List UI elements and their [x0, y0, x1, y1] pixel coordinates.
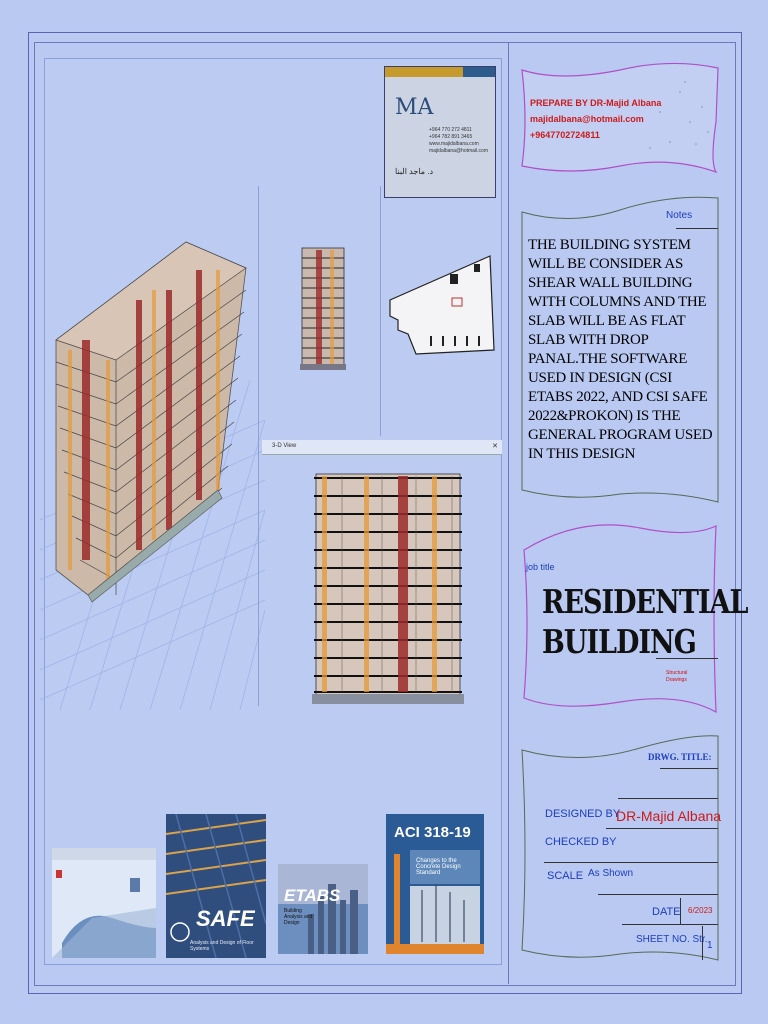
safe-book-thumbnail	[166, 814, 266, 958]
side-elevation-view	[300, 246, 346, 370]
notes-underline	[676, 228, 718, 229]
card-arabic-name: د. ماجد البنا	[395, 167, 434, 176]
checked-by-label: CHECKED BY	[545, 836, 617, 848]
job-subtitle-line1: Structural	[666, 670, 688, 676]
software-screenshot-image	[52, 848, 156, 958]
date-value: 6/2023	[688, 906, 713, 915]
card-contact-lines	[429, 127, 488, 155]
safe-cover-image	[166, 814, 266, 958]
prepared-by-text: PREPARE BY DR-Majid Albana	[530, 98, 662, 108]
card-line: +964 782 891 3465	[429, 134, 473, 140]
card-top-bar-accent	[463, 67, 495, 77]
card-logo: MA	[395, 95, 434, 120]
safe-title: SAFE	[196, 906, 255, 931]
job-title-label: job title	[526, 562, 555, 572]
phone-text: +9647702724811	[530, 130, 600, 140]
aci-book-thumbnail	[386, 814, 484, 954]
checked-by-line	[544, 862, 718, 863]
date-label: DATE	[652, 906, 681, 918]
notes-body: THE BUILDING SYSTEM WILL BE CONSIDER AS SHEAR WALL BUILDING WITH COLUMNS AND THE SLAB WILL BE AS FLAT SLAB WITH DROP PANAL.THE SOFTWARE USED IN DESIGN (CSI ETABS 2022, AND CSI SAFE 2022&PROKON) IS THE GENERAL PROGRAM USED IN THIS DESIGN	[528, 237, 713, 462]
3d-view-tab[interactable]	[262, 440, 502, 455]
close-icon[interactable]: ✕	[492, 443, 498, 450]
etabs-caption: Building Analysis and Design	[284, 908, 313, 926]
aci-caption: Changes to the Concrete Design Standard	[416, 858, 461, 876]
scale-value: As Shown	[588, 868, 634, 879]
safe-caption: Analysis and Design of Floor Systems	[190, 940, 254, 952]
designed-by-label: DESIGNED BY	[545, 808, 621, 820]
aci-cover-image	[386, 814, 484, 954]
scale-line	[598, 894, 718, 895]
view-separator-1	[258, 186, 259, 706]
card-line: majidalbana@hotmail.com	[429, 148, 488, 154]
3d-view-tab-label: 3-D View	[272, 443, 297, 449]
sheet-divider	[702, 926, 703, 960]
scale-label: SCALE	[547, 870, 584, 882]
job-subtitle-line2: Drawings	[666, 677, 687, 683]
date-divider	[680, 898, 681, 924]
designed-by-value: DR-Majid Albana	[616, 808, 722, 824]
job-subtitle-underline	[656, 658, 718, 659]
sheet-number-label: SHEET NO. Str.	[636, 934, 708, 945]
drawing-title-line	[618, 798, 718, 799]
etabs-screenshot-thumbnail	[52, 848, 156, 958]
view-separator-2	[380, 186, 381, 436]
title-block-divider	[508, 42, 509, 984]
card-line: www.majidalbana.com	[429, 141, 479, 147]
date-line	[622, 924, 718, 925]
email-text: majidalbana@hotmail.com	[530, 114, 644, 124]
front-3d-building-view	[312, 470, 464, 706]
drawing-details-panel	[520, 732, 720, 964]
job-title-line1: RESIDENTIAL	[542, 584, 748, 622]
notes-label: Notes	[666, 210, 693, 221]
drawing-title-label: DRWG. TITLE:	[648, 752, 712, 762]
floor-plan-view	[386, 250, 498, 360]
etabs-title: ETABS	[284, 886, 341, 905]
aci-title: ACI 318-19	[394, 824, 471, 841]
sheet-number-value: 1	[707, 940, 713, 951]
business-card	[384, 66, 496, 198]
isometric-building-model	[46, 230, 266, 610]
drawing-title-line	[660, 768, 718, 769]
designed-by-line	[606, 828, 718, 829]
card-line: +964 770 272 4811	[429, 127, 472, 133]
etabs-book-thumbnail	[278, 864, 368, 954]
job-title-line2: BUILDING	[542, 624, 696, 662]
